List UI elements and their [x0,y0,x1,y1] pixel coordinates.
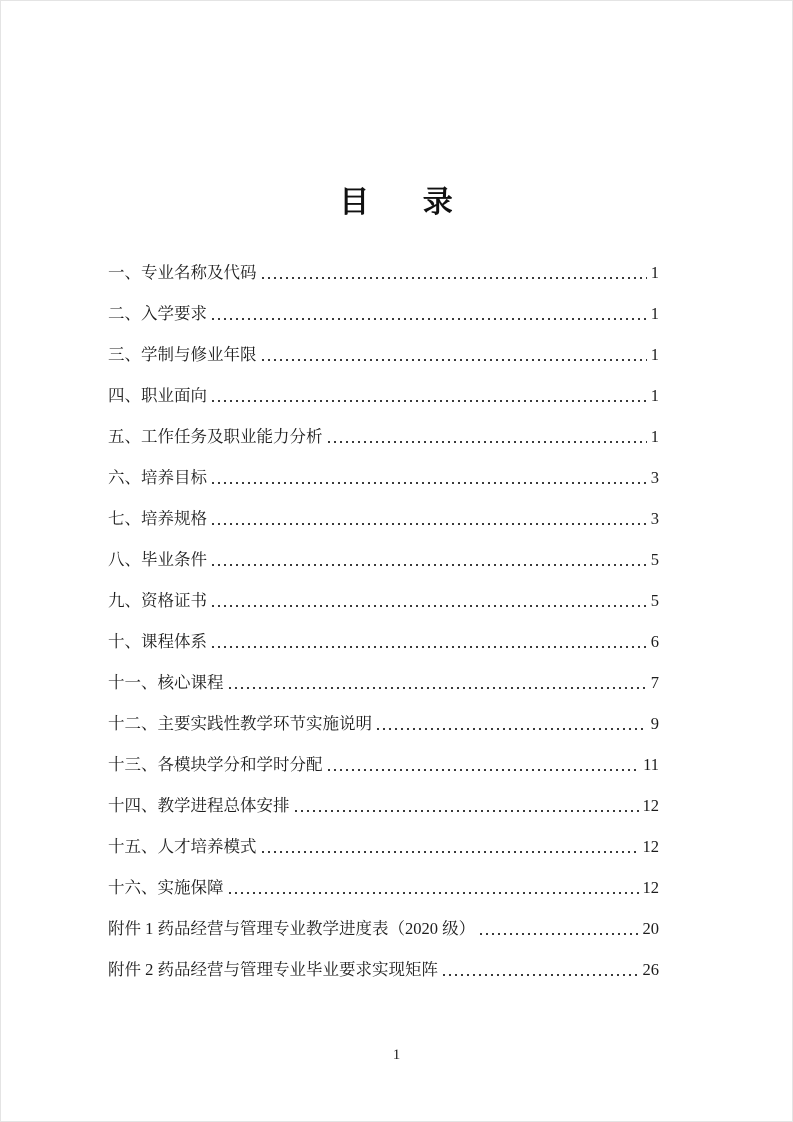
toc-entry[interactable] [108,662,659,703]
dot-leader [295,810,639,812]
toc-entry-page-number: 3 [650,509,659,528]
toc-entry[interactable] [108,293,659,334]
dot-leader [377,728,647,730]
toc-entry-page-number: 12 [642,878,659,897]
toc-entry-label: 附件 2 药品经营与管理专业毕业要求实现矩阵 [108,960,438,979]
dot-leader [212,646,647,648]
toc-entry-label: 十六、实施保障 [108,878,224,897]
dot-leader [212,318,647,320]
toc-entry[interactable] [108,785,659,826]
toc-entry[interactable] [108,867,659,908]
toc-entry[interactable] [108,826,659,867]
dot-leader [212,564,647,566]
toc-entry[interactable] [108,457,659,498]
toc-entry-page-number: 5 [650,550,659,569]
toc-entry[interactable] [108,416,659,457]
dot-leader [212,605,647,607]
toc-entry[interactable] [108,703,659,744]
dot-leader [480,933,638,935]
page-title: 目 录 [339,186,454,219]
toc-entry-label: 十、课程体系 [108,632,207,651]
toc-entry-page-number: 7 [650,673,659,692]
toc-entry-page-number: 1 [650,427,659,446]
toc-entry-page-number: 26 [642,960,659,979]
toc-list [108,252,659,990]
dot-leader [262,359,647,361]
dot-leader [212,482,647,484]
toc-entry[interactable] [108,252,659,293]
toc-entry[interactable] [108,949,659,990]
toc-entry-page-number: 9 [650,714,659,733]
dot-leader [212,523,647,525]
dot-leader [262,277,647,279]
toc-entry-page-number: 11 [643,755,659,774]
toc-entry-label: 十四、教学进程总体安排 [108,796,290,815]
toc-entry[interactable] [108,908,659,949]
toc-entry[interactable] [108,498,659,539]
dot-leader [212,400,647,402]
toc-entry-page-number: 12 [642,837,659,856]
toc-entry-page-number: 1 [650,386,659,405]
toc-entry-label: 一、专业名称及代码 [108,263,257,282]
toc-entry-label: 九、资格证书 [108,591,207,610]
toc-entry-page-number: 1 [650,345,659,364]
toc-entry-label: 五、工作任务及职业能力分析 [108,427,323,446]
dot-leader [443,974,639,976]
dot-leader [328,441,647,443]
toc-entry-page-number: 1 [650,304,659,323]
toc-entry-page-number: 20 [642,919,659,938]
dot-leader [262,851,639,853]
toc-entry-label: 三、学制与修业年限 [108,345,257,364]
toc-entry-page-number: 12 [642,796,659,815]
toc-entry[interactable] [108,744,659,785]
dot-leader [229,687,647,689]
dot-leader [328,769,640,771]
toc-entry-label: 十一、核心课程 [108,673,224,692]
toc-entry[interactable] [108,621,659,662]
toc-entry-label: 七、培养规格 [108,509,207,528]
toc-entry-page-number: 3 [650,468,659,487]
toc-entry[interactable] [108,580,659,621]
footer-page-number: 1 [392,1047,401,1063]
toc-entry-label: 四、职业面向 [108,386,207,405]
toc-entry-page-number: 5 [650,591,659,610]
toc-entry-page-number: 6 [650,632,659,651]
toc-entry-label: 附件 1 药品经营与管理专业教学进度表（2020 级） [108,919,476,938]
toc-entry[interactable] [108,539,659,580]
toc-entry-label: 八、毕业条件 [108,550,207,569]
toc-entry-page-number: 1 [650,263,659,282]
toc-entry-label: 六、培养目标 [108,468,207,487]
toc-entry[interactable] [108,334,659,375]
toc-entry-label: 十二、主要实践性教学环节实施说明 [108,714,372,733]
toc-entry[interactable] [108,375,659,416]
toc-entry-label: 十三、各模块学分和学时分配 [108,755,323,774]
toc-entry-label: 十五、人才培养模式 [108,837,257,856]
toc-entry-label: 二、入学要求 [108,304,207,323]
dot-leader [229,892,639,894]
